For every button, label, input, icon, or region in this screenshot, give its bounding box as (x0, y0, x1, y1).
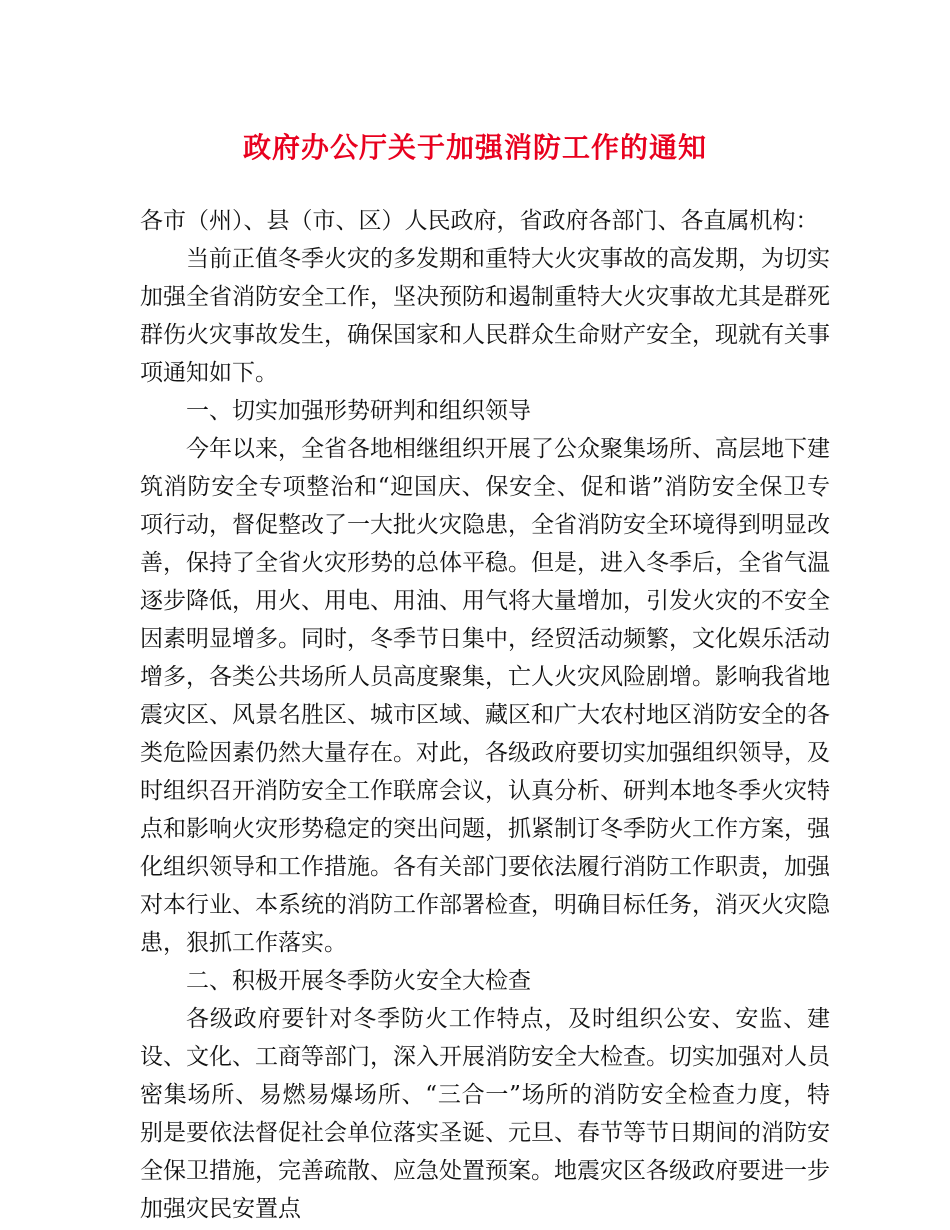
paragraph-intro: 当前正值冬季火灾的多发期和重特大火灾事故的高发期，为切实加强全省消防安全工作，坚决预防和遏制重特大火灾事故尤其是群死群伤火灾事故发生，确保国家和人民群众生命财产安全，现就有关事项通知如下。 (140, 246, 830, 386)
document-title: 政府办公厅关于加强消防工作的通知 (242, 131, 707, 164)
paragraph-section-1: 今年以来，全省各地相继组织开展了公众聚集场所、高层地下建筑消防安全专项整治和“迎国庆、保安全、促和谐”消防安全保卫专项行动，督促整改了一大批火灾隐患，全省消防安全环境得到明显改善，保持了全省火灾形势的总体平稳。但是，进入冬季后，全省气温逐步降低，用火、用电、用油、用气将大量增加，引发火灾的不安全因素明显增多。同时，冬季节日集中，经贸活动频繁，文化娱乐活动增多，各类公共场所人员高度聚集，亡人火灾风险剧增。影响我省地震灾区、风景名胜区、城市区域、藏区和广大农村地区消防安全的各类危险因素仍然大量存在。对此，各级政府要切实加强组织领导，及时组织召开消防安全工作联席会议，认真分析、研判本地冬季火灾特点和影响火灾形势稳定的突出问题，抓紧制订冬季防火工作方案，强化组织领导和工作措施。各有关部门要依法履行消防工作职责，加强对本行业、本系统的消防工作部署检查，明确目标任务，消灭火灾隐患，狠抓工作落实。 (140, 436, 830, 956)
section-heading-1: 一、切实加强形势研判和组织领导 (186, 398, 531, 424)
section-heading-2: 二、积极开展冬季防火安全大检查 (186, 968, 531, 994)
salutation: 各市（州）、县（市、区）人民政府，省政府各部门、各直属机构： (140, 208, 819, 234)
document-body (140, 202, 830, 1228)
paragraph-section-2: 各级政府要针对冬季防火工作特点，及时组织公安、安监、建设、文化、工商等部门，深入开展消防安全大检查。切实加强对人员密集场所、易燃易爆场所、“三合一”场所的消防安全检查力度，特别是要依法督促社会单位落实圣诞、元旦、春节等节日期间的消防安全保卫措施，完善疏散、应急处置预案。地震灾区各级政府要进一步加强灾民安置点 (140, 1006, 830, 1222)
